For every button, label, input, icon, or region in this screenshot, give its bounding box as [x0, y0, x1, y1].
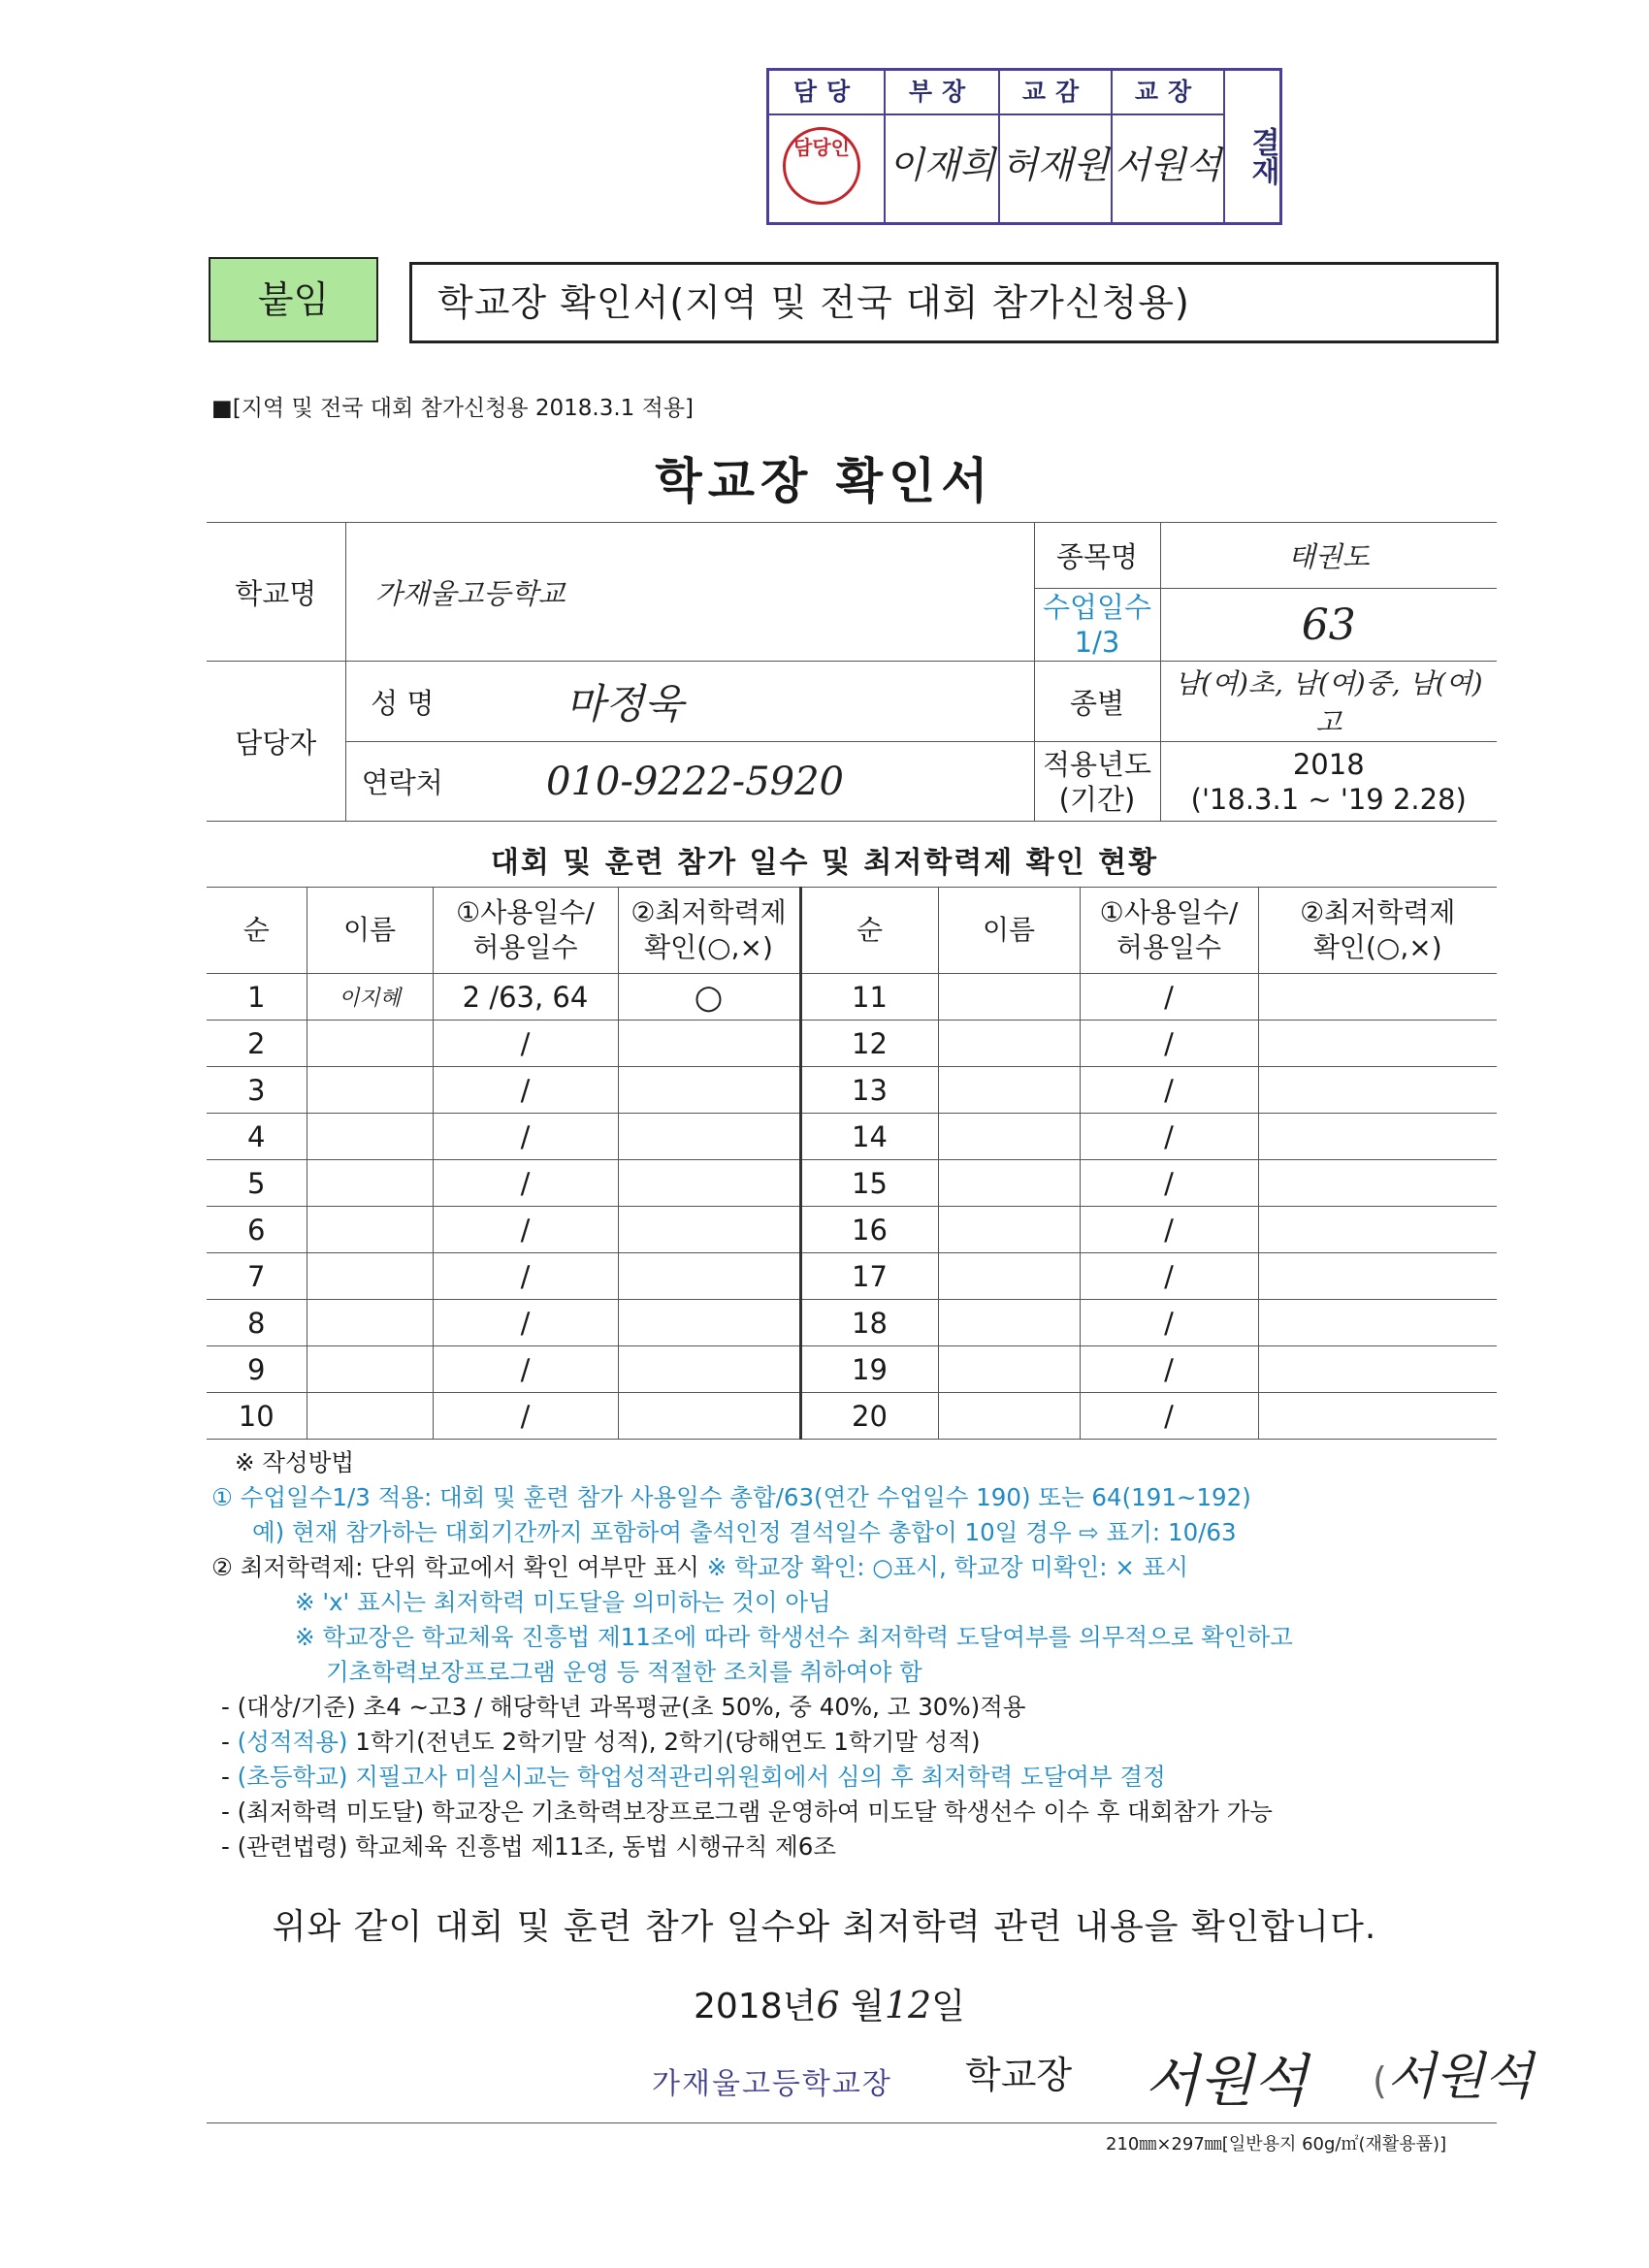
col-days-right-line2: 허용일수: [1116, 931, 1222, 963]
cell-check: [618, 1393, 800, 1440]
signature-principal: 서원석: [1114, 144, 1222, 186]
year-label: [1034, 742, 1160, 822]
instruction-line-8a: -: [221, 1728, 238, 1756]
principal-signature: [1373, 2035, 1534, 2108]
cell-days: /: [433, 1253, 618, 1300]
date-month: 6: [816, 1984, 840, 2026]
col-check-right: [1258, 888, 1497, 974]
cell-no: 10: [207, 1393, 307, 1440]
cell-days: /: [1080, 1114, 1258, 1160]
table-title: 대회 및 훈련 참가 일수 및 최저학력제 확인 현황: [490, 846, 1159, 880]
cell-no: 17: [800, 1253, 938, 1300]
cell-check: [1258, 1253, 1497, 1300]
instruction-line-2: 예) 현재 참가하는 대회기간까지 포함하여 출석인정 결석일수 총합이 10일 경우 ⇨ 표기: 10/63: [252, 1518, 1237, 1546]
cell-name: [307, 1207, 433, 1253]
bottom-divider: [207, 2122, 1497, 2123]
cell-name: [307, 1160, 433, 1207]
school-stamp: 가재울고등학교장: [652, 2067, 892, 2101]
confirmation-statement: 위와 같이 대회 및 훈련 참가 일수와 최저학력 관련 내용을 확인합니다.: [272, 1907, 1377, 1947]
signature-paren-open: (: [1373, 2059, 1387, 2102]
approval-box: [766, 68, 1282, 225]
cell-days: /: [433, 1300, 618, 1346]
cell-no: 9: [207, 1346, 307, 1393]
cell-no: 20: [800, 1393, 938, 1440]
cell-check: [618, 1160, 800, 1207]
days-label-line2: 1/3: [1074, 626, 1120, 659]
table-row: [207, 1393, 1497, 1440]
cell-days: /: [1080, 1346, 1258, 1393]
cell-check: [1258, 1346, 1497, 1393]
signature-vice: 허재원: [1001, 144, 1110, 186]
principal-label: 학교장: [965, 2054, 1073, 2096]
cell-no: 4: [207, 1114, 307, 1160]
table-row: [207, 1114, 1497, 1160]
cell-name: [938, 1346, 1080, 1393]
cell-days: /: [433, 1067, 618, 1114]
instruction-line-5: ※ 학교장은 학교체육 진흥법 제11조에 따라 학생선수 최저학력 도달여부를 의무적으로 확인하고: [295, 1623, 1293, 1651]
days-label: [1034, 589, 1160, 662]
cell-name: [307, 1346, 433, 1393]
cell-no: 2: [207, 1021, 307, 1067]
table-row: [207, 1207, 1497, 1253]
cell-name: [938, 1393, 1080, 1440]
cell-days: /: [433, 1207, 618, 1253]
col-name-left: 이름: [307, 888, 433, 974]
cell-check: [618, 1114, 800, 1160]
cell-no: 8: [207, 1300, 307, 1346]
instruction-line-3: [211, 1550, 1502, 1585]
cell-name: [307, 1067, 433, 1114]
col-days-left-line1: ①사용일수/: [456, 896, 595, 928]
gender-label: 종별: [1034, 662, 1160, 742]
cell-no: 18: [800, 1300, 938, 1346]
cell-no: 19: [800, 1346, 938, 1393]
instruction-line-1: ① 수업일수1/3 적용: 대회 및 훈련 참가 사용일수 총합/63(연간 수업일수 190) 또는 64(191~192): [211, 1483, 1251, 1511]
table-row: [207, 1021, 1497, 1067]
instruction-line-8c: 1학기(전년도 2학기말 성적), 2학기(당해연도 1학기말 성적): [347, 1728, 981, 1756]
col-no-left: 순: [207, 888, 307, 974]
cell-check: [1258, 1021, 1497, 1067]
instruction-line-11: - (관련법령) 학교체육 진흥법 제11조, 동법 시행규칙 제6조: [221, 1832, 837, 1861]
cell-no: 14: [800, 1114, 938, 1160]
year-label-line1: 적용년도: [1042, 747, 1152, 781]
cell-name: [938, 1207, 1080, 1253]
cell-no: 6: [207, 1207, 307, 1253]
instruction-line-10: - (최저학력 미도달) 학교장은 기초학력보장프로그램 운영하여 미도달 학생선수 이수 후 대회참가 가능: [221, 1798, 1273, 1826]
cell-check: [618, 1021, 800, 1067]
cell-name: [938, 1160, 1080, 1207]
col-check-left-line1: ②최저학력제: [630, 896, 787, 928]
date-day-unit: 일: [931, 1987, 965, 2026]
col-days-right-line1: ①사용일수/: [1099, 896, 1239, 928]
instruction-line-9: [211, 1760, 1502, 1795]
cell-name: [307, 1300, 433, 1346]
cell-days: /: [1080, 1393, 1258, 1440]
approval-cell-manager: [769, 115, 886, 224]
cell-check: [1258, 1114, 1497, 1160]
instruction-line-8b: (성적적용): [237, 1728, 348, 1756]
cell-check: [618, 1346, 800, 1393]
attachment-title: 학교장 확인서(지역 및 전국 대회 참가신청용): [409, 262, 1499, 343]
cell-no: 1: [207, 974, 307, 1021]
contact-label: 연락처: [345, 742, 459, 822]
cell-no: 16: [800, 1207, 938, 1253]
cell-name: [938, 1021, 1080, 1067]
instruction-line-9a: -: [221, 1763, 238, 1791]
col-no-right: 순: [800, 888, 938, 974]
instruction-line-7: - (대상/기준) 초4 ~고3 / 해당학년 과목평균(초 50%, 중 40%, 고 30%)적용: [221, 1693, 1026, 1721]
col-check-left-line2: 확인(○,×): [644, 931, 773, 963]
cell-no: 13: [800, 1067, 938, 1114]
cell-check: [1258, 1300, 1497, 1346]
year-label-line2: (기간): [1058, 782, 1136, 816]
cell-days: 2 /63, 64: [433, 974, 618, 1021]
principal-sign: 서원석: [1386, 2048, 1534, 2106]
cell-no: 3: [207, 1067, 307, 1114]
table-row: [207, 974, 1497, 1021]
instruction-line-4: ※ 'x' 표시는 최저학력 미도달을 의미하는 것이 아님: [295, 1588, 831, 1616]
cell-days: /: [1080, 1300, 1258, 1346]
cell-name: [938, 1067, 1080, 1114]
seal-stamp: 담당인: [783, 127, 860, 205]
signature-head: 이재희: [888, 144, 996, 186]
paper-spec: 210㎜×297㎜[일반용지 60g/㎡(재활용품)]: [1106, 2134, 1447, 2155]
instruction-line-6: 기초학력보장프로그램 운영 등 적절한 조치를 취하여야 함: [326, 1658, 922, 1686]
participation-table: [207, 887, 1497, 1440]
cell-check: [1258, 1207, 1497, 1253]
instruction-line-3b: ※ 학교장 확인: ○표시, 학교장 미확인: × 표시: [706, 1553, 1188, 1581]
col-check-right-line1: ②최저학력제: [1300, 896, 1456, 928]
table-row: [207, 1160, 1497, 1207]
approval-header-head: 부장: [886, 71, 1000, 115]
principal-name: 서원석: [1145, 2048, 1309, 2114]
cell-no: 12: [800, 1021, 938, 1067]
cell-days: /: [433, 1393, 618, 1440]
event-label: 종목명: [1034, 523, 1160, 589]
col-check-left: [618, 888, 800, 974]
cell-days: /: [1080, 1253, 1258, 1300]
cell-days: /: [433, 1346, 618, 1393]
approval-header-principal: 교장: [1113, 71, 1225, 115]
cell-check: [1258, 1067, 1497, 1114]
cell-name: [938, 1253, 1080, 1300]
date-day: 12: [884, 1984, 932, 2026]
cell-name: 이지혜: [307, 974, 433, 1021]
application-note: ■[지역 및 전국 대회 참가신청용 2018.3.1 적용]: [211, 396, 695, 421]
school-value: 가재울고등학교: [345, 523, 1034, 662]
col-days-left: [433, 888, 618, 974]
instruction-line-3a: ② 최저학력제: 단위 학교에서 확인 여부만 표시: [211, 1553, 707, 1581]
col-name-right: 이름: [938, 888, 1080, 974]
manager-label: 담당자: [207, 662, 345, 822]
cell-name: [938, 1114, 1080, 1160]
attachment-tag: 붙임: [209, 257, 378, 342]
cell-days: /: [1080, 1160, 1258, 1207]
cell-name: [307, 1393, 433, 1440]
cell-check: [1258, 1160, 1497, 1207]
cell-no: 7: [207, 1253, 307, 1300]
col-days-left-line2: 허용일수: [472, 931, 578, 963]
table-row: [207, 1253, 1497, 1300]
instructions: [211, 1445, 1502, 1864]
cell-name: [307, 1253, 433, 1300]
approval-cell-head: [886, 115, 1000, 224]
cell-days: /: [1080, 1207, 1258, 1253]
cell-check: [618, 1207, 800, 1253]
instructions-heading: ※ 작성방법: [235, 1448, 354, 1476]
col-check-right-line2: 확인(○,×): [1312, 931, 1442, 963]
issue-date: [694, 1979, 965, 2028]
year-value-line1: 2018: [1292, 747, 1365, 781]
cell-no: 5: [207, 1160, 307, 1207]
cell-check: [1258, 1393, 1497, 1440]
name-label: 성 명: [345, 662, 459, 742]
cell-days: /: [433, 1114, 618, 1160]
contact-value: 010-9222-5920: [459, 742, 1034, 822]
name-value: 마정욱: [459, 662, 1034, 742]
instruction-line-8: [211, 1725, 1502, 1760]
cell-no: 11: [800, 974, 938, 1021]
cell-no: 15: [800, 1160, 938, 1207]
document-title: 학교장 확인서: [655, 453, 994, 509]
approval-side-label: 결재: [1245, 127, 1279, 185]
cell-check: [1258, 974, 1497, 1021]
instruction-line-9b: (초등학교) 지필고사 미실시교는 학업성적관리위원회에서 심의 후 최저학력 도달여부 결정: [237, 1763, 1166, 1791]
cell-check: [618, 1253, 800, 1300]
year-value-line2: ('18.3.1 ~ '19 2.28): [1190, 782, 1467, 816]
cell-days: /: [1080, 1021, 1258, 1067]
year-value: [1160, 742, 1497, 822]
cell-name: [938, 1300, 1080, 1346]
col-days-right: [1080, 888, 1258, 974]
school-label: 학교명: [207, 523, 345, 662]
info-table: [207, 522, 1497, 822]
approval-cell-vice: [1000, 115, 1113, 224]
table-row: [207, 1067, 1497, 1114]
days-label-line1: 수업일수: [1042, 591, 1152, 624]
approval-header-vice: 교감: [1000, 71, 1113, 115]
approval-cell-principal: [1113, 115, 1225, 224]
table-row: [207, 1346, 1497, 1393]
gender-value: 남(여)초, 남(여)중, 남(여)고: [1160, 662, 1497, 742]
cell-name: [307, 1021, 433, 1067]
days-value: 63: [1160, 589, 1497, 662]
cell-days: /: [433, 1021, 618, 1067]
cell-check: [618, 1067, 800, 1114]
approval-header-manager: 담당: [769, 71, 886, 115]
table-row: [207, 1300, 1497, 1346]
cell-name: [938, 974, 1080, 1021]
cell-check: [618, 1300, 800, 1346]
cell-days: /: [1080, 1067, 1258, 1114]
cell-name: [307, 1114, 433, 1160]
date-month-unit: 월: [839, 1987, 885, 2026]
cell-check: ○: [618, 974, 800, 1021]
cell-days: /: [433, 1160, 618, 1207]
event-value: 태권도: [1160, 523, 1497, 589]
cell-days: /: [1080, 974, 1258, 1021]
date-year: 2018년: [694, 1987, 817, 2026]
